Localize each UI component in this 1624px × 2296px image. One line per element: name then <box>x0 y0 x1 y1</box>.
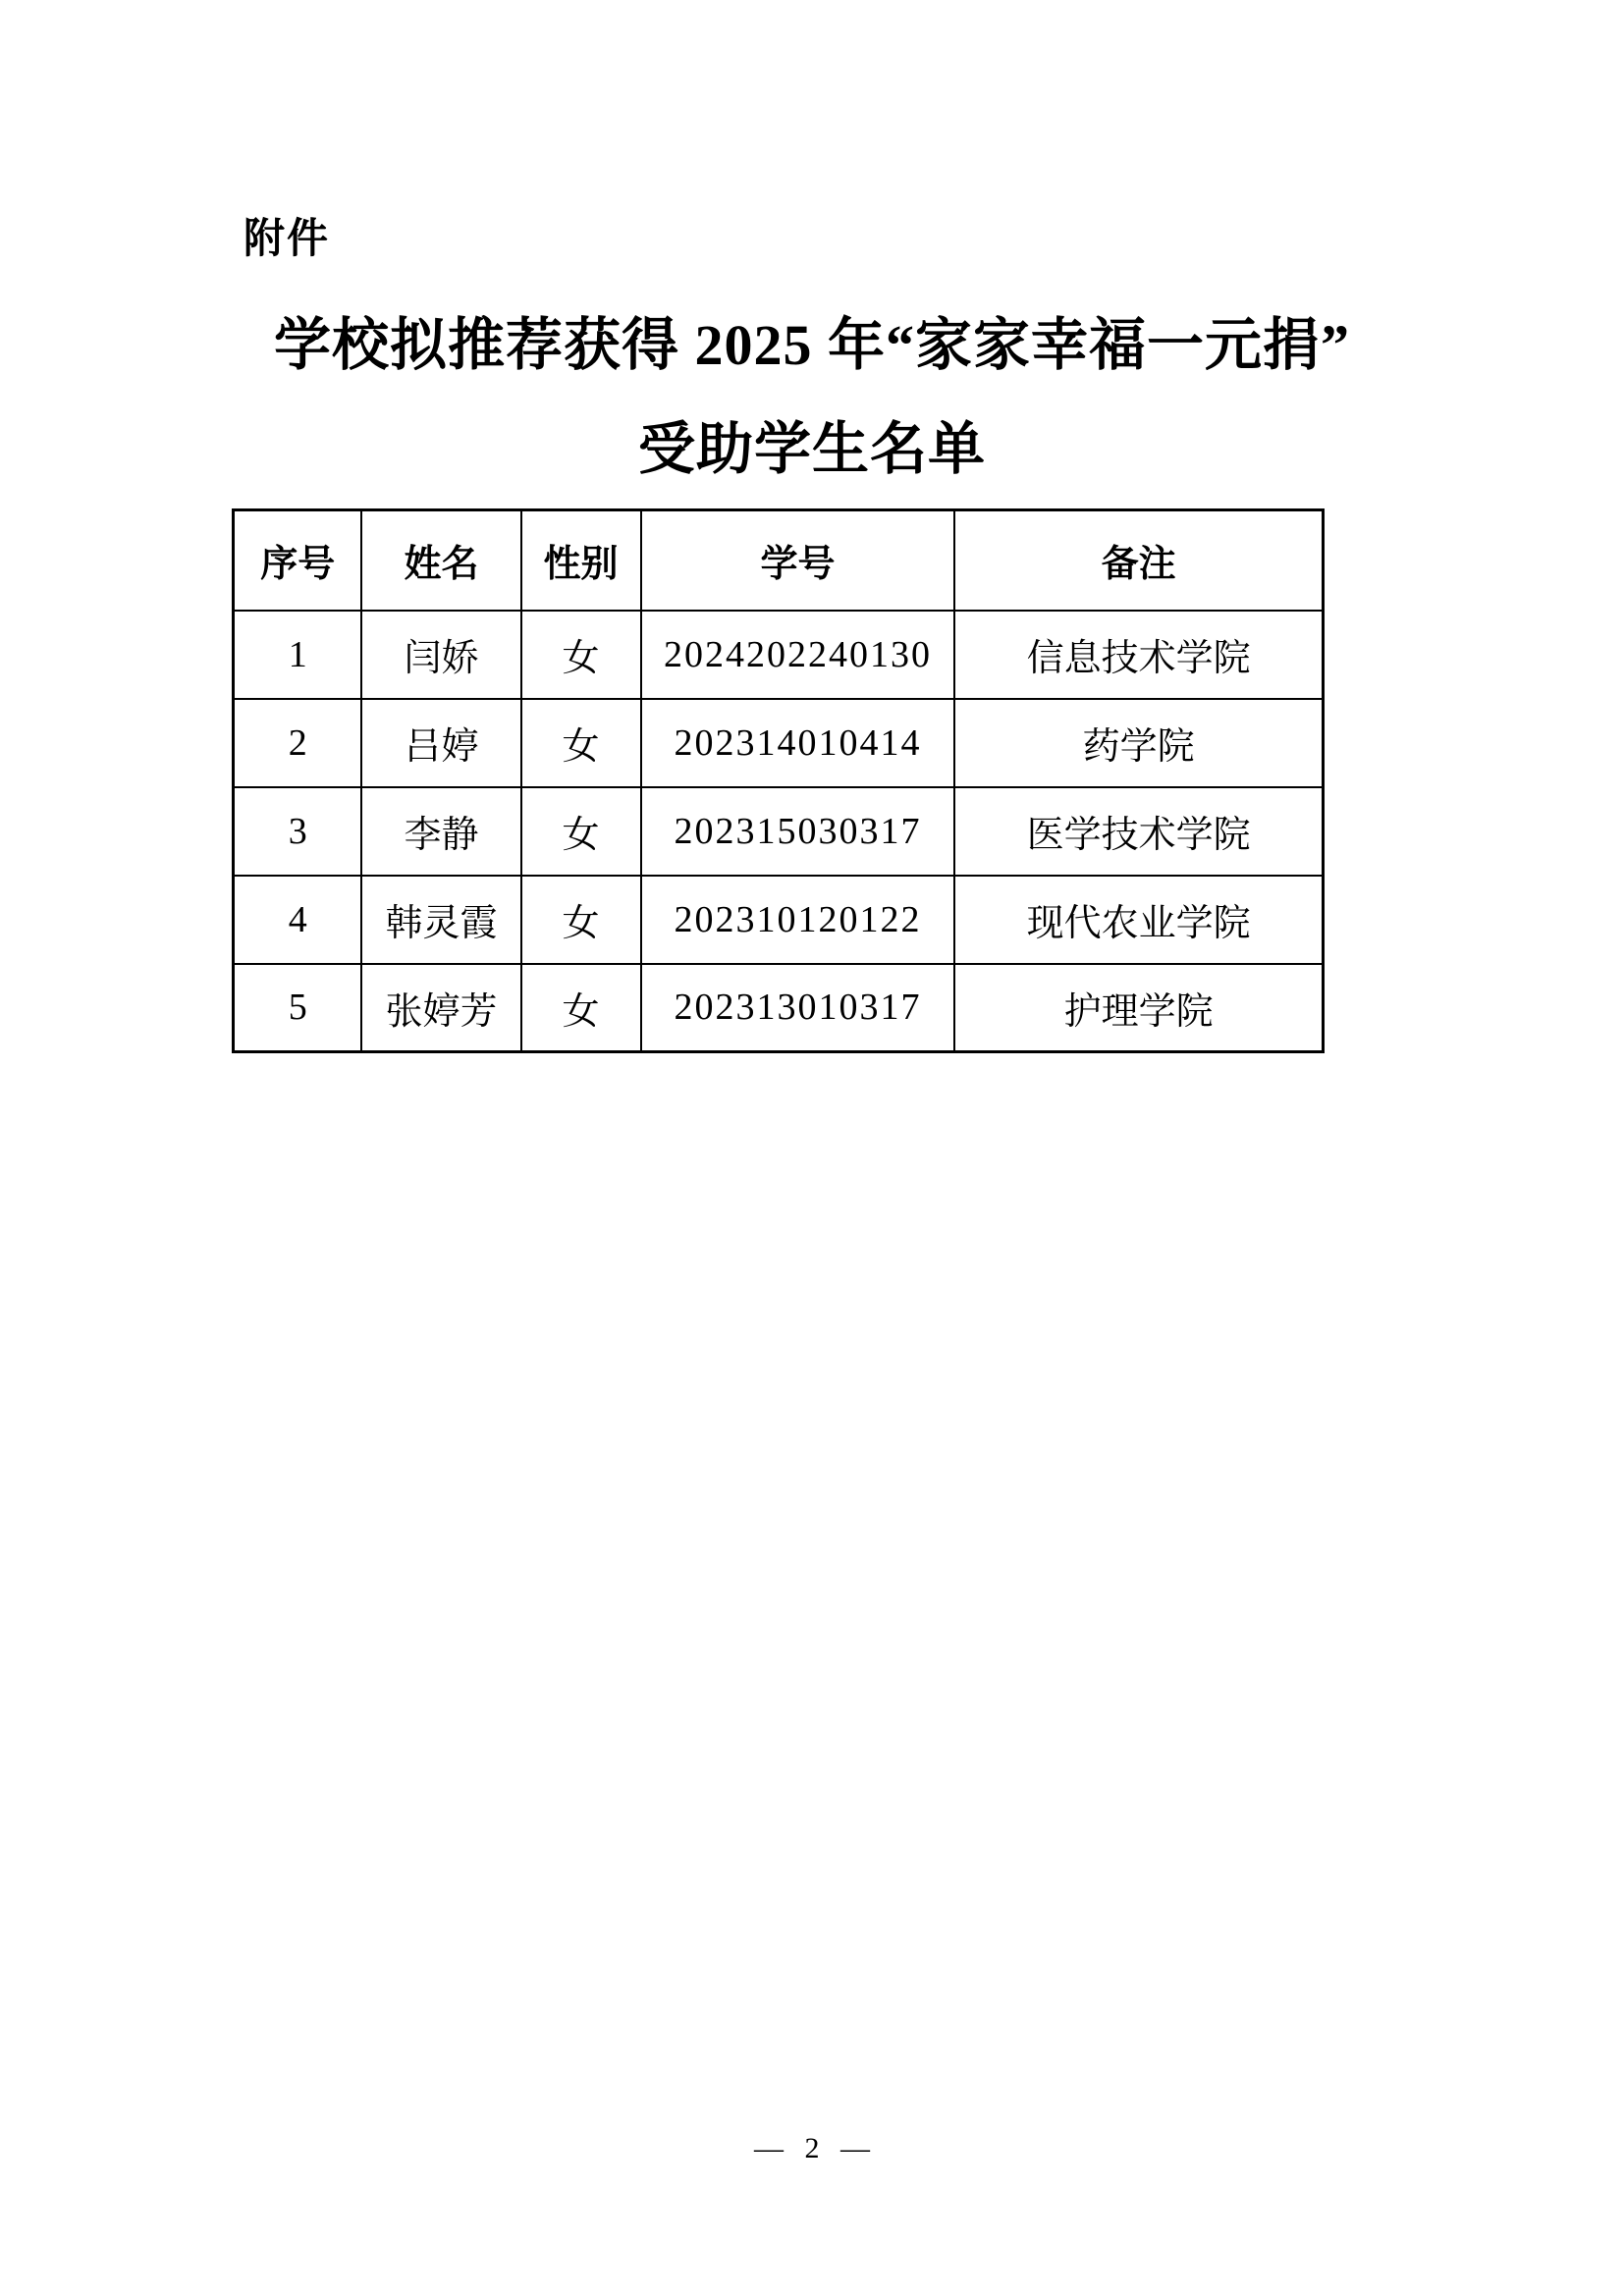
cell-serial: 3 <box>234 787 362 876</box>
cell-student-id: 2024202240130 <box>641 611 955 699</box>
table-row <box>234 964 1324 1052</box>
cell-gender: 女 <box>521 876 641 964</box>
cell-remark: 医学技术学院 <box>954 787 1323 876</box>
cell-gender: 女 <box>521 787 641 876</box>
cell-name: 吕婷 <box>361 699 520 787</box>
cell-serial: 2 <box>234 699 362 787</box>
cell-gender: 女 <box>521 699 641 787</box>
table-row <box>234 876 1324 964</box>
cell-remark: 药学院 <box>954 699 1323 787</box>
cell-serial: 4 <box>234 876 362 964</box>
cell-name: 韩灵霞 <box>361 876 520 964</box>
cell-gender: 女 <box>521 964 641 1052</box>
document-title-line1: 学校拟推荐获得 2025 年“家家幸福一元捐” <box>273 313 1350 377</box>
column-header-student-id: 学号 <box>641 510 955 611</box>
cell-name: 张婷芳 <box>361 964 520 1052</box>
table-row <box>234 787 1324 876</box>
cell-student-id: 202314010414 <box>641 699 955 787</box>
table-header-row <box>234 510 1324 611</box>
cell-remark: 现代农业学院 <box>954 876 1323 964</box>
cell-serial: 5 <box>234 964 362 1052</box>
cell-student-id: 202315030317 <box>641 787 955 876</box>
table-row <box>234 611 1324 699</box>
cell-name: 闫娇 <box>361 611 520 699</box>
cell-remark: 护理学院 <box>954 964 1323 1052</box>
document-title-line2: 受助学生名单 <box>637 417 986 481</box>
table-row <box>234 699 1324 787</box>
column-header-serial: 序号 <box>234 510 362 611</box>
students-table <box>232 508 1325 1053</box>
cell-remark: 信息技术学院 <box>954 611 1323 699</box>
cell-gender: 女 <box>521 611 641 699</box>
attachment-label: 附件 <box>244 215 331 261</box>
cell-student-id: 202313010317 <box>641 964 955 1052</box>
cell-student-id: 202310120122 <box>641 876 955 964</box>
cell-serial: 1 <box>234 611 362 699</box>
column-header-name: 姓名 <box>361 510 520 611</box>
column-header-gender: 性别 <box>521 510 641 611</box>
column-header-remark: 备注 <box>954 510 1323 611</box>
cell-name: 李静 <box>361 787 520 876</box>
page-number: — 2 — <box>754 2132 870 2164</box>
